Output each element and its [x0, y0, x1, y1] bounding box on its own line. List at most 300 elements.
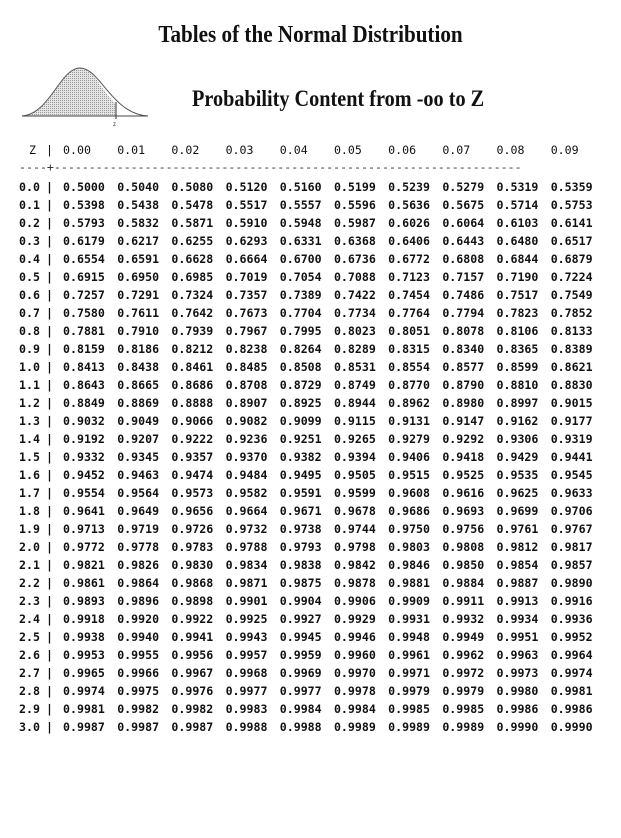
- row-z-value: 1.9: [19, 522, 40, 537]
- table-cell: 0.6772: [388, 252, 431, 267]
- table-cell: 0.5000: [63, 180, 105, 194]
- table-cell: 0.7549: [550, 288, 593, 303]
- table-cell: 0.9940: [117, 630, 160, 645]
- table-cell: 0.8413: [63, 360, 105, 375]
- row-bar: |: [46, 180, 53, 194]
- table-cell: 0.6736: [333, 252, 376, 267]
- table-cell: 0.5199: [333, 180, 376, 194]
- table-cell: 0.9649: [117, 504, 160, 519]
- table-row: [19, 376, 605, 394]
- table-cell: 0.8907: [225, 396, 268, 411]
- table-cell: 0.8925: [279, 396, 322, 411]
- row-z-value: 0.9: [19, 342, 40, 357]
- table-cell: 0.6179: [63, 234, 105, 249]
- table-row: [19, 466, 605, 484]
- table-cell: 0.9946: [333, 630, 376, 645]
- table-cell: 0.9981: [550, 684, 593, 699]
- table-cell: 0.8849: [63, 396, 105, 411]
- table-cell: 0.9890: [550, 576, 593, 591]
- table-cell: 0.9756: [442, 522, 485, 537]
- table-cell: 0.9976: [171, 684, 214, 699]
- table-cell: 0.8577: [442, 360, 485, 375]
- table-cell: 0.9906: [333, 594, 376, 609]
- table-cell: 0.9319: [550, 432, 593, 447]
- table-cell: 0.9292: [442, 432, 485, 447]
- table-cell: 0.8340: [442, 342, 485, 357]
- table-cell: 0.6368: [333, 234, 376, 249]
- table-cell: 0.7190: [496, 270, 539, 285]
- row-bar: |: [46, 720, 53, 735]
- table-row: [19, 232, 605, 250]
- table-cell: 0.9981: [63, 702, 105, 717]
- table-row: [19, 394, 605, 412]
- table-cell: 0.7642: [171, 306, 214, 321]
- table-cell: 0.9808: [442, 540, 485, 555]
- table-cell: 0.9738: [279, 522, 322, 537]
- row-z-value: 1.3: [19, 414, 40, 429]
- row-bar: |: [46, 324, 53, 339]
- table-cell: 0.7823: [496, 306, 539, 321]
- table-cell: 0.6293: [225, 234, 268, 249]
- table-cell: 0.8770: [388, 378, 431, 393]
- row-z-value: 1.2: [19, 396, 40, 411]
- row-z-value: 1.0: [19, 360, 40, 375]
- table-cell: 0.8289: [333, 342, 376, 357]
- table-cell: 0.9920: [117, 612, 160, 627]
- row-bar: |: [46, 612, 53, 627]
- row-bar: |: [46, 504, 53, 519]
- row-bar: |: [46, 576, 53, 591]
- table-cell: 0.9977: [279, 684, 322, 699]
- table-cell: 0.8051: [388, 324, 431, 339]
- table-cell: 0.6443: [442, 234, 485, 249]
- table-cell: 0.9951: [496, 630, 539, 645]
- table-cell: 0.9115: [333, 414, 376, 429]
- table-cell: 0.9941: [171, 630, 214, 645]
- table-cell: 0.8078: [442, 324, 485, 339]
- table-cell: 0.9699: [496, 504, 539, 519]
- table-cell: 0.9970: [333, 666, 376, 681]
- table-cell: 0.8729: [279, 378, 322, 393]
- row-bar: |: [46, 684, 53, 699]
- table-cell: 0.9429: [496, 450, 539, 465]
- table-cell: 0.7486: [442, 288, 485, 303]
- row-z-value: 0.7: [19, 306, 40, 321]
- table-cell: 0.9131: [388, 414, 431, 429]
- table-cell: 0.9545: [550, 468, 593, 483]
- table-cell: 0.8708: [225, 378, 268, 393]
- table-cell: 0.8461: [171, 360, 214, 375]
- table-cell: 0.9979: [442, 684, 485, 699]
- table-row: [19, 430, 605, 448]
- table-cell: 0.8621: [550, 360, 593, 375]
- table-cell: 0.9686: [388, 504, 431, 519]
- table-cell: 0.9929: [333, 612, 376, 627]
- row-z-value: 2.1: [19, 558, 40, 573]
- table-cell: 0.9382: [279, 450, 322, 465]
- table-row: [19, 196, 605, 214]
- row-z-value: 1.5: [19, 450, 40, 465]
- table-cell: 0.9983: [225, 702, 268, 717]
- table-row: [19, 700, 605, 718]
- row-z-value: 0.4: [19, 252, 40, 267]
- table-cell: 0.8186: [117, 342, 160, 357]
- page-title: Tables of the Normal Distribution: [158, 22, 463, 48]
- table-cell: 0.5239: [388, 180, 431, 194]
- table-cell: 0.6217: [117, 234, 160, 249]
- table-cell: 0.8643: [63, 378, 105, 393]
- table-cell: 0.9744: [333, 522, 376, 537]
- table-cell: 0.5871: [171, 216, 214, 231]
- row-bar: |: [46, 432, 53, 447]
- table-cell: 0.5557: [279, 198, 322, 213]
- row-bar: |: [46, 270, 53, 285]
- table-cell: 0.5714: [496, 198, 539, 213]
- table-cell: 0.9706: [550, 504, 593, 519]
- table-cell: 0.9817: [550, 540, 593, 555]
- row-z-value: 0.3: [19, 234, 40, 249]
- row-z-value: 0.8: [19, 324, 40, 339]
- table-cell: 0.7517: [496, 288, 539, 303]
- table-cell: 0.9985: [442, 702, 485, 717]
- table-cell: 0.5517: [225, 198, 268, 213]
- table-cell: 0.7019: [225, 270, 268, 285]
- table-row: [19, 304, 605, 322]
- table-cell: 0.9192: [63, 432, 105, 447]
- row-z-value: 1.7: [19, 486, 40, 501]
- table-row: [19, 592, 605, 610]
- table-cell: 0.5398: [63, 198, 105, 213]
- row-z-value: 0.6: [19, 288, 40, 303]
- table-cell: 0.8438: [117, 360, 160, 375]
- table-row: [19, 502, 605, 520]
- table-row: [19, 412, 605, 430]
- row-bar: |: [46, 288, 53, 303]
- row-bar: |: [46, 558, 53, 573]
- table-cell: 0.9952: [550, 630, 593, 645]
- page-subtitle: Probability Content from -oo to Z: [192, 86, 485, 111]
- table-cell: 0.7580: [63, 306, 105, 321]
- table-cell: 0.9975: [117, 684, 160, 699]
- table-cell: 0.6517: [550, 234, 593, 249]
- table-cell: 0.9484: [225, 468, 268, 483]
- table-cell: 0.9968: [225, 666, 268, 681]
- column-header: 0.01: [117, 143, 146, 157]
- table-cell: 0.9778: [117, 540, 160, 555]
- table-cell: 0.7357: [225, 288, 268, 303]
- table-cell: 0.9973: [496, 666, 539, 681]
- table-cell: 0.9974: [550, 666, 593, 681]
- table-cell: 0.8888: [171, 396, 214, 411]
- table-cell: 0.9265: [333, 432, 376, 447]
- table-cell: 0.9251: [279, 432, 322, 447]
- table-cell: 0.9966: [117, 666, 160, 681]
- table-cell: 0.8790: [442, 378, 485, 393]
- table-cell: 0.9772: [63, 540, 105, 555]
- table-row: [19, 682, 605, 700]
- table-cell: 0.6554: [63, 252, 105, 267]
- table-cell: 0.7794: [442, 306, 485, 321]
- table-cell: 0.9842: [333, 558, 376, 573]
- table-cell: 0.7454: [388, 288, 431, 303]
- table-cell: 0.9974: [63, 684, 105, 699]
- table-cell: 0.7257: [63, 288, 105, 303]
- row-bar: |: [46, 468, 53, 483]
- table-cell: 0.8997: [496, 396, 539, 411]
- table-cell: 0.9985: [388, 702, 431, 717]
- table-cell: 0.9463: [117, 468, 160, 483]
- row-bar: |: [46, 594, 53, 609]
- row-bar: |: [46, 234, 53, 249]
- table-cell: 0.8106: [496, 324, 539, 339]
- table-cell: 0.7389: [279, 288, 322, 303]
- table-cell: 0.9599: [333, 486, 376, 501]
- row-bar: |: [46, 648, 53, 663]
- table-cell: 0.9881: [388, 576, 431, 591]
- table-cell: 0.9332: [63, 450, 105, 465]
- table-cell: 0.6064: [442, 216, 485, 231]
- table-cell: 0.9719: [117, 522, 160, 537]
- table-cell: 0.9732: [225, 522, 268, 537]
- table-cell: 0.9678: [333, 504, 376, 519]
- table-cell: 0.9418: [442, 450, 485, 465]
- table-cell: 0.9953: [63, 648, 105, 663]
- table-cell: 0.9616: [442, 486, 485, 501]
- table-row: [19, 520, 605, 538]
- table-cell: 0.9909: [388, 594, 431, 609]
- row-z-value: 2.6: [19, 648, 40, 663]
- table-cell: 0.9960: [333, 648, 376, 663]
- table-cell: 0.5319: [496, 180, 539, 194]
- table-cell: 0.9957: [225, 648, 268, 663]
- table-cell: 0.9864: [117, 576, 160, 591]
- table-cell: 0.9767: [550, 522, 593, 537]
- row-z-value: 1.6: [19, 468, 40, 483]
- table-body: [19, 178, 605, 736]
- column-header: 0.06: [388, 143, 417, 157]
- column-header: 0.04: [279, 143, 308, 157]
- table-cell: 0.8485: [225, 360, 268, 375]
- table-cell: 0.9222: [171, 432, 214, 447]
- table-cell: 0.5948: [279, 216, 322, 231]
- table-cell: 0.9982: [117, 702, 160, 717]
- table-cell: 0.9664: [225, 504, 268, 519]
- table-cell: 0.9099: [279, 414, 322, 429]
- row-z-value: 3.0: [19, 720, 40, 735]
- table-cell: 0.9979: [388, 684, 431, 699]
- table-cell: 0.7910: [117, 324, 160, 339]
- table-cell: 0.9922: [171, 612, 214, 627]
- row-z-value: 2.5: [19, 630, 40, 645]
- table-cell: 0.9345: [117, 450, 160, 465]
- column-header: 0.02: [171, 143, 200, 157]
- table-cell: 0.8531: [333, 360, 376, 375]
- table-cell: 0.9990: [550, 720, 593, 735]
- header-bar: |: [46, 143, 53, 157]
- row-bar: |: [46, 396, 53, 411]
- table-cell: 0.9932: [442, 612, 485, 627]
- table-cell: 0.7734: [333, 306, 376, 321]
- row-z-value: 1.1: [19, 378, 40, 393]
- table-cell: 0.8944: [333, 396, 376, 411]
- table-cell: 0.9861: [63, 576, 105, 591]
- table-cell: 0.6844: [496, 252, 539, 267]
- table-cell: 0.9535: [496, 468, 539, 483]
- row-bar: |: [46, 702, 53, 717]
- table-cell: 0.5120: [225, 180, 268, 194]
- table-cell: 0.7673: [225, 306, 268, 321]
- table-cell: 0.9868: [171, 576, 214, 591]
- table-cell: 0.9984: [279, 702, 322, 717]
- table-cell: 0.9573: [171, 486, 214, 501]
- table-cell: 0.9279: [388, 432, 431, 447]
- table-cell: 0.9306: [496, 432, 539, 447]
- table-cell: 0.9961: [388, 648, 431, 663]
- table-cell: 0.9147: [442, 414, 485, 429]
- table-cell: 0.8980: [442, 396, 485, 411]
- table-cell: 0.9972: [442, 666, 485, 681]
- row-bar: |: [46, 666, 53, 681]
- table-cell: 0.5359: [550, 180, 593, 194]
- table-cell: 0.9893: [63, 594, 105, 609]
- row-bar: |: [46, 486, 53, 501]
- table-cell: 0.5080: [171, 180, 214, 194]
- table-cell: 0.8365: [496, 342, 539, 357]
- table-cell: 0.9887: [496, 576, 539, 591]
- table-cell: 0.8212: [171, 342, 214, 357]
- table-cell: 0.8962: [388, 396, 431, 411]
- table-cell: 0.9964: [550, 648, 593, 663]
- table-cell: 0.5478: [171, 198, 214, 213]
- table-cell: 0.8749: [333, 378, 376, 393]
- table-cell: 0.7157: [442, 270, 485, 285]
- table-cell: 0.9495: [279, 468, 322, 483]
- table-cell: 0.7611: [117, 306, 160, 321]
- row-bar: |: [46, 198, 53, 213]
- table-cell: 0.8554: [388, 360, 431, 375]
- table-cell: 0.9989: [442, 720, 485, 735]
- table-cell: 0.5279: [442, 180, 485, 194]
- table-cell: 0.7291: [117, 288, 160, 303]
- column-header: 0.08: [496, 143, 525, 157]
- row-bar: |: [46, 306, 53, 321]
- table-row: [19, 574, 605, 592]
- table-cell: 0.8599: [496, 360, 539, 375]
- table-cell: 0.9207: [117, 432, 160, 447]
- table-row: [19, 448, 605, 466]
- table-cell: 0.9987: [63, 720, 105, 735]
- table-cell: 0.9821: [63, 558, 105, 573]
- table-row: [19, 628, 605, 646]
- table-cell: 0.9625: [496, 486, 539, 501]
- table-cell: 0.9857: [550, 558, 593, 573]
- table-cell: 0.9591: [279, 486, 322, 501]
- table-cell: 0.9177: [550, 414, 593, 429]
- table-cell: 0.9916: [550, 594, 593, 609]
- table-cell: 0.9406: [388, 450, 431, 465]
- table-cell: 0.9236: [225, 432, 268, 447]
- table-cell: 0.9963: [496, 648, 539, 663]
- table-cell: 0.9082: [225, 414, 268, 429]
- table-cell: 0.5793: [63, 216, 105, 231]
- table-cell: 0.9838: [279, 558, 322, 573]
- table-cell: 0.9656: [171, 504, 214, 519]
- table-cell: 0.9525: [442, 468, 485, 483]
- table-cell: 0.8133: [550, 324, 593, 339]
- table-cell: 0.9357: [171, 450, 214, 465]
- column-header: 0.07: [442, 143, 471, 157]
- table-cell: 0.9962: [442, 648, 485, 663]
- table-cell: 0.9693: [442, 504, 485, 519]
- table-cell: 0.6026: [388, 216, 431, 231]
- table-cell: 0.9066: [171, 414, 214, 429]
- table-row: [19, 286, 605, 304]
- table-separator: ----+-------------------------------------------------------------------: [19, 160, 522, 174]
- table-cell: 0.9977: [225, 684, 268, 699]
- table-cell: 0.9850: [442, 558, 485, 573]
- table-cell: 0.8830: [550, 378, 593, 393]
- table-cell: 0.9898: [171, 594, 214, 609]
- table-cell: 0.9878: [333, 576, 376, 591]
- table-cell: 0.9554: [63, 486, 105, 501]
- table-cell: 0.9474: [171, 468, 214, 483]
- table-cell: 0.5040: [117, 180, 160, 194]
- table-cell: 0.8389: [550, 342, 593, 357]
- table-cell: 0.7324: [171, 288, 214, 303]
- table-cell: 0.9969: [279, 666, 322, 681]
- table-cell: 0.8264: [279, 342, 322, 357]
- curve-z-label: z: [113, 122, 116, 128]
- table-cell: 0.9984: [333, 702, 376, 717]
- table-cell: 0.6808: [442, 252, 485, 267]
- table-cell: 0.8686: [171, 378, 214, 393]
- z-header: Z: [29, 143, 36, 157]
- table-cell: 0.5438: [117, 198, 160, 213]
- table-row: [19, 484, 605, 502]
- table-cell: 0.6950: [117, 270, 160, 285]
- table-cell: 0.9162: [496, 414, 539, 429]
- table-cell: 0.6915: [63, 270, 105, 285]
- table-cell: 0.9441: [550, 450, 593, 465]
- row-z-value: 2.0: [19, 540, 40, 555]
- table-cell: 0.9846: [388, 558, 431, 573]
- table-cell: 0.9884: [442, 576, 485, 591]
- table-cell: 0.9049: [117, 414, 160, 429]
- table-cell: 0.8810: [496, 378, 539, 393]
- table-cell: 0.7054: [279, 270, 322, 285]
- table-cell: 0.9826: [117, 558, 160, 573]
- row-z-value: 0.1: [19, 198, 40, 213]
- table-cell: 0.8869: [117, 396, 160, 411]
- table-cell: 0.7852: [550, 306, 593, 321]
- table-row: [19, 178, 605, 196]
- normal-table: [19, 140, 605, 736]
- row-z-value: 2.7: [19, 666, 40, 681]
- table-row: [19, 538, 605, 556]
- table-cell: 0.9986: [550, 702, 593, 717]
- table-cell: 0.9798: [333, 540, 376, 555]
- table-cell: 0.6331: [279, 234, 322, 249]
- table-cell: 0.9834: [225, 558, 268, 573]
- row-z-value: 2.9: [19, 702, 40, 717]
- table-cell: 0.9564: [117, 486, 160, 501]
- row-z-value: 1.4: [19, 432, 40, 447]
- table-cell: 0.9812: [496, 540, 539, 555]
- row-bar: |: [46, 252, 53, 267]
- table-cell: 0.9452: [63, 468, 105, 483]
- row-bar: |: [46, 540, 53, 555]
- table-cell: 0.9713: [63, 522, 105, 537]
